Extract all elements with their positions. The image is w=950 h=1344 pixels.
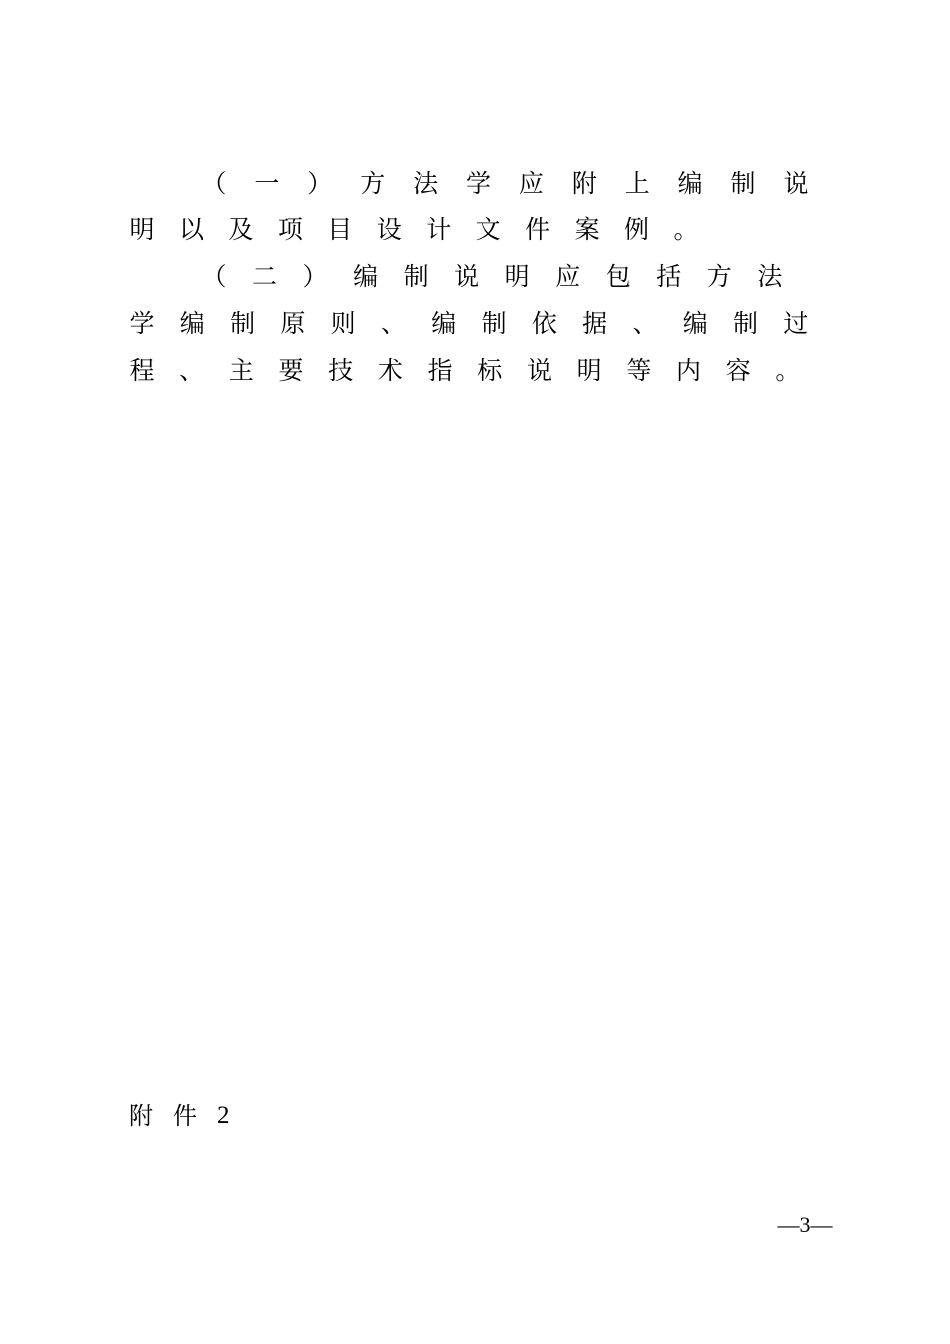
text-char: 明 (129, 215, 155, 244)
text-char: 法 (413, 169, 439, 198)
text-char: 术 (377, 356, 403, 385)
text-char: 目 (327, 215, 353, 244)
text-char: 指 (427, 356, 453, 385)
text-char: 件 (173, 1102, 197, 1130)
text-char: 过 (783, 309, 809, 338)
text-char: 应 (555, 262, 581, 291)
text-char: （ (201, 169, 227, 198)
text-char: 据 (582, 309, 608, 338)
text-char: 以 (178, 215, 204, 244)
text-char: 内 (676, 356, 702, 385)
text-char: 件 (525, 215, 551, 244)
text-char: 括 (656, 262, 682, 291)
text-char: 方 (706, 262, 732, 291)
attachment-label-number: 2 (217, 1102, 230, 1129)
text-char: 编 (353, 262, 379, 291)
text-char: 设 (376, 215, 402, 244)
paragraph-2-line-1 (201, 257, 783, 297)
text-char: 明 (576, 356, 602, 385)
text-char: 说 (454, 262, 480, 291)
paragraph-2-line-2 (129, 304, 809, 344)
text-char: 上 (624, 169, 650, 198)
text-char: 、 (179, 356, 205, 385)
text-char: 计 (426, 215, 452, 244)
text-char: 技 (328, 356, 354, 385)
text-char: 编 (682, 309, 708, 338)
text-char: 法 (757, 262, 783, 291)
text-char: 及 (228, 215, 254, 244)
text-char: 、 (380, 309, 406, 338)
text-char: 、 (632, 309, 658, 338)
text-char: 方 (360, 169, 386, 198)
paragraph-2-line-3 (129, 351, 801, 391)
text-char: 一 (254, 169, 280, 198)
text-char: 案 (574, 215, 600, 244)
text-char: 编 (431, 309, 457, 338)
text-char: 附 (571, 169, 597, 198)
text-char: 制 (733, 309, 759, 338)
text-char: 编 (179, 309, 205, 338)
text-char: 依 (531, 309, 557, 338)
page-number: —3— (777, 1212, 833, 1237)
text-char: 。 (775, 356, 801, 385)
text-char: 要 (278, 356, 304, 385)
text-char: 制 (730, 169, 756, 198)
text-char: 项 (277, 215, 303, 244)
text-char: 二 (252, 262, 278, 291)
text-char: 制 (403, 262, 429, 291)
text-char: ） (302, 262, 328, 291)
text-char: 等 (626, 356, 652, 385)
text-char: 制 (481, 309, 507, 338)
text-char: 标 (477, 356, 503, 385)
text-char: 则 (330, 309, 356, 338)
text-char: 制 (230, 309, 256, 338)
text-char: 原 (280, 309, 306, 338)
attachment-label-text (129, 1096, 197, 1136)
text-char: 附 (129, 1102, 153, 1130)
text-char: 。 (673, 215, 699, 244)
text-char: 明 (504, 262, 530, 291)
text-char: 学 (129, 309, 155, 338)
text-char: 主 (228, 356, 254, 385)
text-char: 文 (475, 215, 501, 244)
text-char: （ (201, 262, 227, 291)
text-char: 容 (725, 356, 751, 385)
text-char: 应 (518, 169, 544, 198)
attachment-label (129, 1096, 230, 1136)
paragraph-1-line-2 (129, 210, 699, 250)
text-char: 说 (783, 169, 809, 198)
text-char: 学 (466, 169, 492, 198)
text-char: ） (307, 169, 333, 198)
text-char: 编 (677, 169, 703, 198)
text-char: 程 (129, 356, 155, 385)
paragraph-1-line-1 (201, 164, 809, 204)
text-char: 说 (526, 356, 552, 385)
text-char: 例 (624, 215, 650, 244)
text-char: 包 (605, 262, 631, 291)
